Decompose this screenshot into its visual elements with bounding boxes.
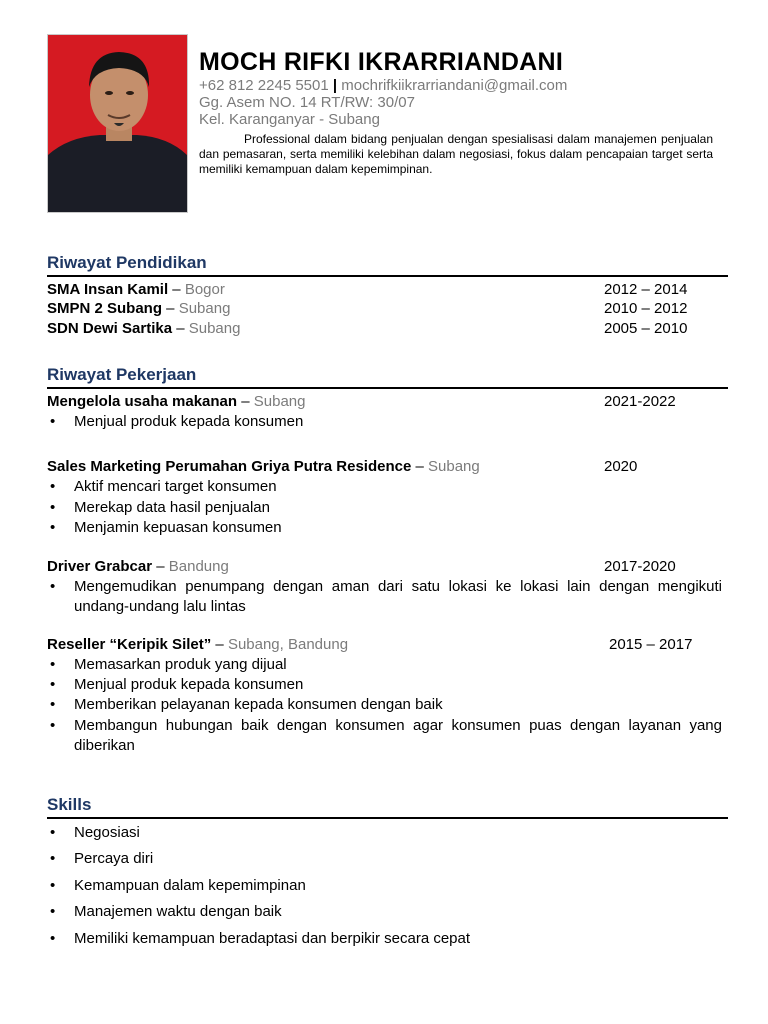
job-role: Reseller “Keripik Silet” [47, 636, 212, 653]
school-location: Bogor [184, 281, 225, 298]
bullet-icon: • [50, 824, 56, 841]
section-title-work: Riwayat Pekerjaan [47, 365, 197, 384]
education-item [47, 320, 240, 337]
bullet-icon: • [50, 478, 56, 495]
list-item [47, 498, 722, 518]
list-item [47, 695, 722, 715]
school-name: SMA Insan Kamil [47, 281, 169, 298]
address-line-1: Gg. Asem NO. 14 RT/RW: 30/07 [199, 94, 415, 111]
education-years: 2012 – 2014 [604, 281, 688, 298]
job-duty: Menjual produk kepada konsumen [74, 413, 304, 430]
job-duty: Menjamin kepuasan konsumen [74, 519, 282, 536]
section-divider [47, 387, 728, 389]
job-title-row [47, 636, 348, 653]
job-location: Subang [428, 458, 480, 475]
job-location: Bandung [168, 558, 229, 575]
job-title-row [47, 458, 480, 475]
email-address: mochrifkiikrarriandani@gmail.com [341, 77, 568, 94]
contact-separator: | [332, 77, 338, 94]
section-divider [47, 817, 728, 819]
education-item [47, 300, 230, 317]
dash: – [168, 281, 185, 298]
list-item [47, 902, 722, 922]
dash: – [237, 393, 254, 410]
education-years: 2005 – 2010 [604, 320, 688, 337]
education-years: 2010 – 2012 [604, 300, 688, 317]
job-duty: Mengemudikan penumpang dengan aman dari satu lokasi ke lokasi lain dengan mengikuti undang-undang lalu lintas [74, 578, 722, 615]
bullet-icon: • [50, 930, 56, 947]
profile-summary: Professional dalam bidang penjualan dengan spesialisasi dalam manajemen penjualan dan pemasaran, serta memiliki kelebihan dalam negosiasi, fokus dalam pencapaian target serta memiliki kemampuan dalam kepemimpinan. [199, 132, 713, 176]
list-item [47, 929, 722, 949]
list-item [47, 477, 722, 497]
list-item [47, 655, 722, 675]
list-item [47, 577, 722, 617]
job-duty: Membangun hubungan baik dengan konsumen agar konsumen puas dengan layanan yang diberikan [74, 717, 722, 754]
job-duty: Menjual produk kepada konsumen [74, 676, 304, 693]
job-duty: Memberikan pelayanan kepada konsumen dengan baik [74, 696, 443, 713]
profile-photo [47, 34, 188, 213]
skill-item: Memiliki kemampuan beradaptasi dan berpikir secara cepat [74, 930, 471, 947]
job-years: 2021-2022 [604, 393, 676, 410]
job-duty: Aktif mencari target konsumen [74, 478, 277, 495]
contact-line [199, 77, 567, 94]
job-title-row [47, 393, 305, 410]
job-role: Sales Marketing Perumahan Griya Putra Residence [47, 458, 412, 475]
job-location: Subang [253, 393, 306, 410]
list-item [47, 518, 722, 538]
bullet-icon: • [50, 850, 56, 867]
job-years: 2017-2020 [604, 558, 676, 575]
school-location: Subang [178, 300, 231, 317]
address-line-2: Kel. Karanganyar - Subang [199, 111, 380, 128]
list-item [47, 412, 722, 432]
bullet-icon: • [50, 717, 56, 734]
list-item [47, 823, 722, 843]
job-duty: Merekap data hasil penjualan [74, 499, 270, 516]
skill-item: Negosiasi [74, 824, 140, 841]
skill-item: Kemampuan dalam kepemimpinan [74, 877, 306, 894]
dash: – [411, 458, 429, 475]
job-years: 2015 – 2017 [609, 636, 693, 653]
bullet-icon: • [50, 413, 56, 430]
job-role: Mengelola usaha makanan [47, 393, 238, 410]
list-item [47, 716, 722, 756]
bullet-icon: • [50, 696, 56, 713]
bullet-icon: • [50, 676, 56, 693]
bullet-icon: • [50, 903, 56, 920]
bullet-icon: • [50, 499, 56, 516]
list-item [47, 876, 722, 896]
job-duty: Memasarkan produk yang dijual [74, 656, 287, 673]
candidate-name: MOCH RIFKI IKRARRIANDANI [199, 48, 564, 76]
job-location: Subang, Bandung [227, 636, 349, 653]
section-title-skills: Skills [47, 795, 92, 814]
job-years: 2020 [604, 458, 638, 475]
section-divider [47, 275, 728, 277]
list-item [47, 675, 722, 695]
dash: – [162, 300, 179, 317]
dash: – [152, 558, 169, 575]
school-location: Subang [188, 320, 241, 337]
list-item [47, 849, 722, 869]
school-name: SDN Dewi Sartika [47, 320, 173, 337]
bullet-icon: • [50, 656, 56, 673]
bullet-icon: • [50, 877, 56, 894]
school-name: SMPN 2 Subang [47, 300, 163, 317]
dash: – [172, 320, 189, 337]
phone-number: +62 812 2245 5501 [199, 77, 329, 94]
job-role: Driver Grabcar [47, 558, 153, 575]
skill-item: Manajemen waktu dengan baik [74, 903, 282, 920]
job-title-row [47, 558, 229, 575]
skill-item: Percaya diri [74, 850, 154, 867]
bullet-icon: • [50, 519, 56, 536]
education-item [47, 281, 225, 298]
bullet-icon: • [50, 578, 56, 595]
section-title-education: Riwayat Pendidikan [47, 253, 207, 272]
person-portrait-icon [48, 35, 188, 213]
dash: – [211, 636, 228, 653]
